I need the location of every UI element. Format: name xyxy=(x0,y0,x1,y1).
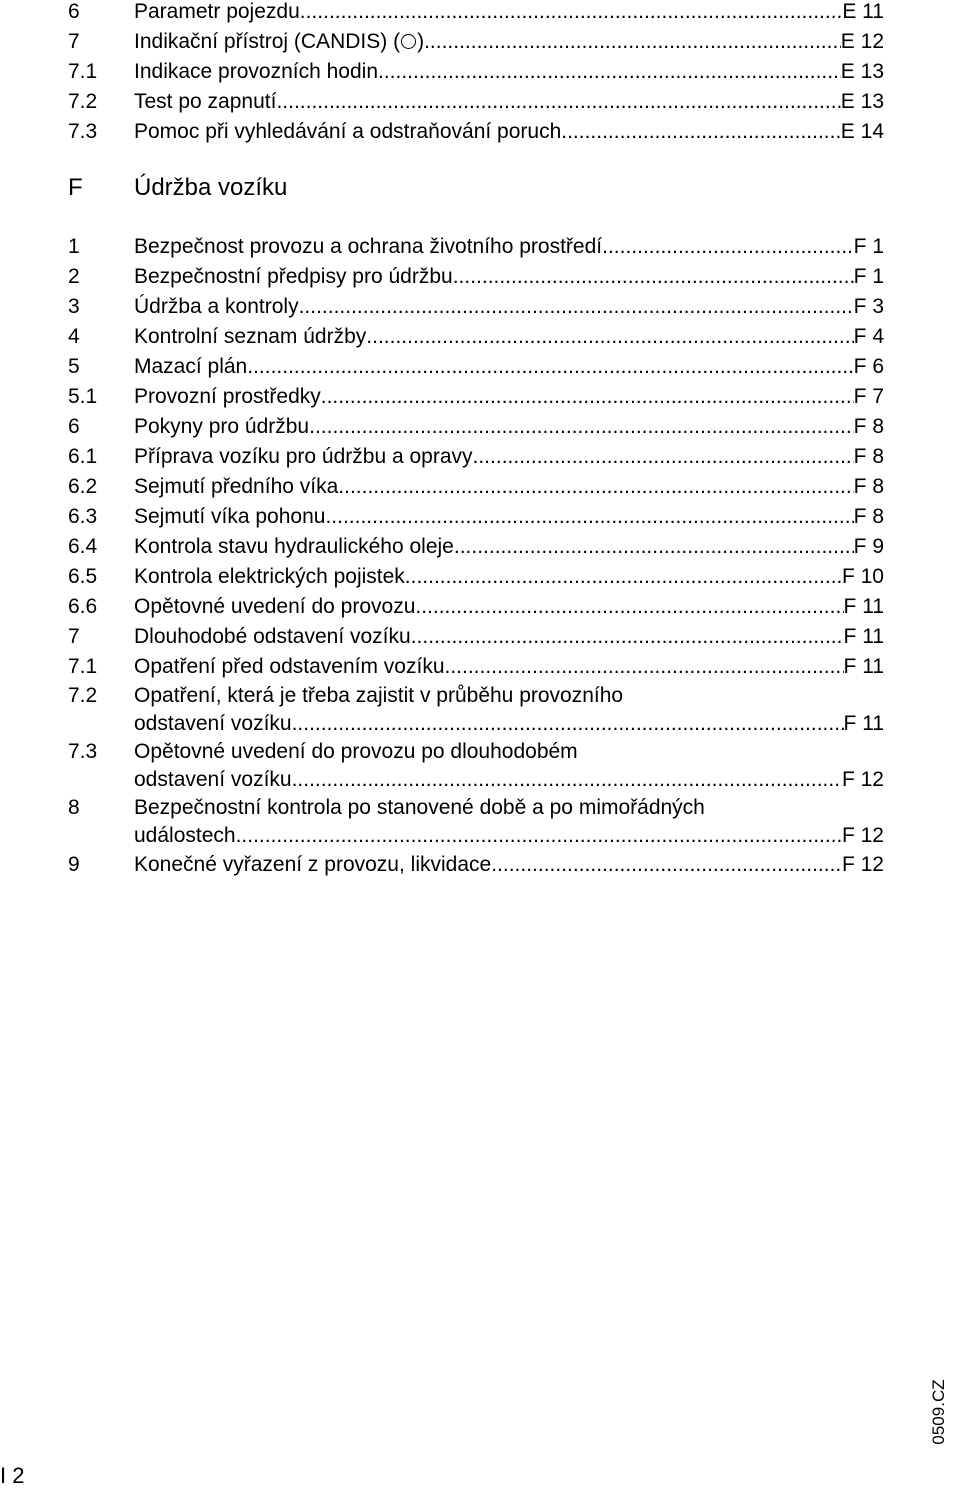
toc-entry-number: 6.1 xyxy=(68,445,98,468)
toc-entry-title: Konečné vyřazení z provozu, likvidace xyxy=(134,853,492,876)
toc-entry-title: Sejmutí předního víka xyxy=(134,475,339,498)
toc-group-e xyxy=(0,0,960,147)
dot-leader xyxy=(411,622,844,652)
toc-entry-page: E 13 xyxy=(840,60,884,83)
toc-entry-title: Provozní prostředky xyxy=(134,385,321,408)
toc-entry-title: Opětovné uvedení do provozu xyxy=(134,595,416,618)
toc-entry[interactable] xyxy=(0,592,960,622)
toc-entry-title: Opatření, která je třeba zajistit v průběhu provozního xyxy=(134,684,624,707)
dot-leader xyxy=(236,822,842,850)
toc-entry[interactable] xyxy=(0,27,960,57)
toc-entry-page: F 1 xyxy=(853,265,884,288)
toc-entry-page: F 6 xyxy=(853,355,884,378)
toc-entry-title: Pokyny pro údržbu xyxy=(134,415,310,438)
toc-entry-number: 7 xyxy=(68,30,80,53)
toc-entry-title: Pomoc při vyhledávání a odstraňování poruch xyxy=(134,120,562,143)
toc-entry-title: Bezpečnost provozu a ochrana životního prostředí xyxy=(134,235,603,258)
dot-leader xyxy=(491,850,842,880)
dot-leader xyxy=(309,412,854,442)
toc-entry-title: Test po zapnutí xyxy=(134,90,277,113)
toc-entry-page: F 3 xyxy=(853,295,884,318)
toc-entry-number: 4 xyxy=(68,325,80,348)
toc-entry[interactable] xyxy=(0,322,960,352)
toc-entry-number: 7.2 xyxy=(68,90,98,113)
toc-entry-number: 8 xyxy=(68,796,80,819)
toc-entry-title: Opětovné uvedení do provozu po dlouhodobém xyxy=(134,740,578,763)
toc-entry-title xyxy=(134,27,424,57)
toc-entry-page: F 8 xyxy=(853,445,884,468)
dot-leader xyxy=(247,352,853,382)
dot-leader xyxy=(445,652,844,682)
toc-entry-number: 7.3 xyxy=(68,120,98,143)
dot-leader xyxy=(300,0,843,27)
toc-entry[interactable] xyxy=(0,442,960,472)
toc-entry[interactable] xyxy=(0,412,960,442)
toc-entry[interactable] xyxy=(0,502,960,532)
toc-entry-number: 5 xyxy=(68,355,80,378)
toc-entry-number: 6 xyxy=(68,415,80,438)
toc-entry-page: F 7 xyxy=(853,385,884,408)
toc-entry-title: Dlouhodobé odstavení vozíku xyxy=(134,625,411,648)
toc-entry-title-part: ) xyxy=(417,30,425,53)
toc-entry-page: E 14 xyxy=(840,120,884,143)
toc-entry-number: 6.6 xyxy=(68,595,98,618)
toc-entry-number: 6.5 xyxy=(68,565,98,588)
toc-entry-title: Příprava vozíku pro údržbu a opravy xyxy=(134,445,473,468)
dot-leader xyxy=(338,472,853,502)
toc-entry[interactable] xyxy=(0,0,960,27)
toc-entry-page: F 11 xyxy=(843,655,884,678)
toc-entry-page: F 8 xyxy=(853,415,884,438)
dot-leader xyxy=(454,532,854,562)
circle-icon xyxy=(401,34,416,49)
toc-entry[interactable] xyxy=(0,232,960,262)
toc-entry-page: F 1 xyxy=(853,235,884,258)
toc-entry[interactable] xyxy=(0,682,960,738)
dot-leader xyxy=(276,87,840,117)
toc-entry-number: 3 xyxy=(68,295,80,318)
toc-entry[interactable] xyxy=(0,472,960,502)
toc-entry-page: F 11 xyxy=(843,625,884,648)
toc-entry-number: 2 xyxy=(68,265,80,288)
toc-group-f xyxy=(0,232,960,880)
toc-entry-number: 7.2 xyxy=(68,684,98,707)
toc-entry-title-cont: odstavení vozíku xyxy=(134,768,292,791)
toc-entry[interactable] xyxy=(0,57,960,87)
toc-entry-page: E 11 xyxy=(842,0,884,23)
toc-entry-number: 6.2 xyxy=(68,475,98,498)
toc-entry-page: F 8 xyxy=(853,505,884,528)
toc-entry-title: Bezpečnostní kontrola po stanovené době a po mimořádných xyxy=(134,796,705,819)
toc-entry-title: Kontrola stavu hydraulického oleje xyxy=(134,535,454,558)
toc-entry-title-cont: událostech xyxy=(134,824,236,847)
toc-entry-title: Parametr pojezdu xyxy=(134,0,300,23)
toc-entry-number: 7.3 xyxy=(68,740,98,763)
toc-entry[interactable] xyxy=(0,738,960,794)
toc-entry-page: F 12 xyxy=(841,768,884,791)
toc-entry[interactable] xyxy=(0,292,960,322)
section-heading xyxy=(0,171,960,205)
toc-entry[interactable] xyxy=(0,794,960,850)
toc-entry[interactable] xyxy=(0,850,960,880)
dot-leader xyxy=(321,382,854,412)
toc-entry-title: Mazací plán xyxy=(134,355,248,378)
toc-entry-page: F 12 xyxy=(841,824,884,847)
dot-leader xyxy=(292,766,842,794)
dot-leader xyxy=(292,710,844,738)
toc-entry[interactable] xyxy=(0,652,960,682)
toc-entry[interactable] xyxy=(0,352,960,382)
document-code: 0509.CZ xyxy=(929,1379,948,1445)
dot-leader xyxy=(424,27,841,57)
toc-entry-number: 7.1 xyxy=(68,655,98,678)
toc-entry-page: E 13 xyxy=(840,90,884,113)
toc-entry-number: 5.1 xyxy=(68,385,98,408)
toc-entry-title-cont: odstavení vozíku xyxy=(134,712,292,735)
dot-leader xyxy=(415,592,843,622)
dot-leader xyxy=(473,442,854,472)
toc-entry-title: Indikace provozních hodin xyxy=(134,60,378,83)
toc-entry-number: 7 xyxy=(68,625,80,648)
toc-entry-title: Kontrolní seznam údržby xyxy=(134,325,367,348)
toc-entry[interactable] xyxy=(0,117,960,147)
toc-entry-title: Kontrola elektrických pojistek xyxy=(134,565,405,588)
dot-leader xyxy=(561,117,841,147)
toc-entry-page: F 11 xyxy=(843,595,884,618)
toc-entry-page: F 9 xyxy=(853,535,884,558)
dot-leader xyxy=(405,562,842,592)
toc-entry[interactable] xyxy=(0,87,960,117)
toc-entry-page: F 4 xyxy=(853,325,884,348)
toc-entry-title: Údržba a kontroly xyxy=(134,295,299,318)
page-number: I 2 xyxy=(0,1463,25,1488)
section-title: Údržba vozíku xyxy=(134,174,288,201)
toc-entry-page: F 8 xyxy=(853,475,884,498)
toc-entry-number: 7.1 xyxy=(68,60,98,83)
toc-entry-number: 6 xyxy=(68,0,80,23)
toc-entry-page: F 10 xyxy=(841,565,884,588)
toc-entry-number: 6.4 xyxy=(68,535,98,558)
section-letter: F xyxy=(68,174,83,201)
toc-entry-title-part: Indikační přístroj (CANDIS) ( xyxy=(134,30,401,53)
toc-entry-title: Sejmutí víka pohonu xyxy=(134,505,326,528)
toc-entry-title: Opatření před odstavením vozíku xyxy=(134,655,445,678)
dot-leader xyxy=(378,57,841,87)
dot-leader xyxy=(602,232,854,262)
toc-entry[interactable] xyxy=(0,532,960,562)
toc-entry-number: 1 xyxy=(68,235,80,258)
dot-leader xyxy=(453,262,854,292)
toc-entry-page: F 12 xyxy=(841,853,884,876)
dot-leader xyxy=(299,292,854,322)
toc-entry-title: Bezpečnostní předpisy pro údržbu xyxy=(134,265,453,288)
toc-entry[interactable] xyxy=(0,622,960,652)
toc-entry[interactable] xyxy=(0,382,960,412)
toc-entry[interactable] xyxy=(0,262,960,292)
toc-entry-page: F 11 xyxy=(843,712,884,735)
dot-leader xyxy=(366,322,853,352)
toc-entry-number: 6.3 xyxy=(68,505,98,528)
toc-entry[interactable] xyxy=(0,562,960,592)
dot-leader xyxy=(325,502,853,532)
toc-entry-page: E 12 xyxy=(840,30,884,53)
toc-entry-number: 9 xyxy=(68,853,80,876)
